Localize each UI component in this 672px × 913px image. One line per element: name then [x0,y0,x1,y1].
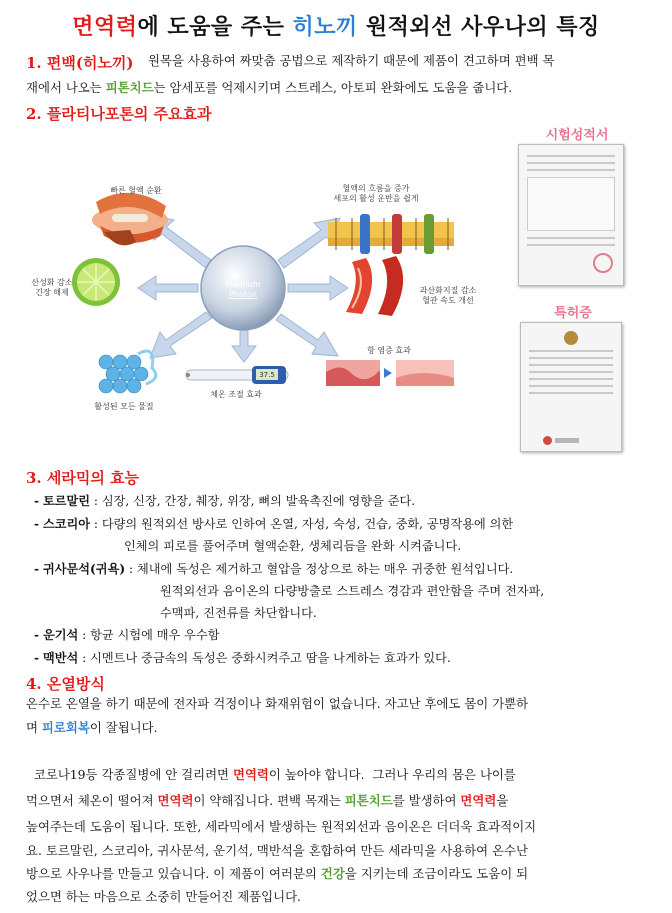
effect-ungiseok [34,624,219,646]
closing-text: 먹으면서 체온이 떨어져 [26,793,158,808]
effect-scoria-line2: 인체의 피로를 풀어주며 혈액순환, 생체리듬을 완화 시켜줍니다. [124,539,462,553]
closing-text: 을 [496,793,509,808]
section-2-heading: 2. 플라티나포톤의 주요효과 [26,105,212,123]
recovery-highlight: 피로회복 [41,720,90,735]
effect-desc: 체내에 독성은 제거하고 혈압을 정상으로 하는 매우 귀중한 원석입니다. [133,562,514,576]
arrow-left [138,276,198,300]
title-hinoki: 히노끼 [292,14,358,40]
label-acidity-1: 산성화 감소 [31,278,73,287]
thermometer-reading: 37.5 [259,371,275,379]
effect-serpentine-line3: 수맥파, 진전류를 차단합니다. [160,606,317,620]
section-4-text: 며 [26,720,42,735]
section-4-line1: 온수로 온열을 하기 때문에 전자파 걱정이나 화재위험이 없습니다. 자고난 후에도 몸이 가뿐하 [26,696,529,711]
effect-sep: : [78,628,87,642]
effect-name: 귀사문석(귀욕) [42,562,126,576]
label-blood-flow-2: 세포의 활성 운반을 쉽게 [333,194,419,203]
effect-sep: : [125,562,134,576]
section-1-text-line1: 원목을 사용하여 짜맞춤 공법으로 제작하기 때문에 제품이 견고하며 편백 목 [148,53,555,68]
page-title [0,10,672,41]
closing-line4: 요. 토르말린, 스코리아, 귀사문석, 운기석, 맥반석을 혼합하여 만든 세라믹을 사용하여 온수난 [26,843,528,858]
section-3-heading: 3. 세라믹의 효능 [26,469,140,487]
title-text-end: 원적외선 사우나의 특징 [357,14,600,40]
blood-vessel-image [346,256,403,316]
effect-dash: - [34,562,40,576]
label-lipid-2: 혈관 속도 개선 [422,296,474,305]
effect-dash: - [34,628,40,642]
effect-desc: 다량의 원적외선 방사로 인하여 온열, 자성, 숙성, 건습, 중화, 공명작용에 의한 [98,517,514,531]
diagram-center-label [221,280,265,300]
title-text: 에 도움을 주는 [137,14,293,40]
platinum-photon-diagram [26,122,506,452]
section-1-text: 재에서 나오는 [26,80,106,95]
closing-text: 을 지키는데 조금이라도 도움이 되 [344,866,529,881]
immunity-highlight: 면역력 [157,793,194,808]
phytoncide-highlight: 피톤치드 [105,80,154,95]
section-1-heading: 1. 편백(히노끼) [26,54,134,72]
effect-dash: - [34,517,40,531]
arrow-right [288,276,348,300]
test-certificate-image [518,144,624,286]
label-temperature: 체온 조절 효과 [210,390,262,399]
label-blood-flow [316,184,436,204]
patent-certificate-image [520,322,622,452]
effect-serpentine [34,558,513,580]
section-1-text-end: 는 암세포를 억제시키며 스트레스, 아토피 완화에도 도움을 줍니다. [153,80,513,95]
circulation-image [92,193,168,245]
effect-name: 맥반석 [42,651,79,665]
test-certificate-title: 시험성적서 [545,128,609,143]
effect-name: 토르말린 [42,494,91,508]
closing-text: 이 약해집니다. 편백 목재는 [193,793,345,808]
center-label-line1: Platinum [225,280,261,289]
arrow-bottom-right [276,314,338,356]
label-circulation: 빠른 혈액 순환 [110,186,162,195]
effect-sep: : [90,517,99,531]
effect-name: 운기석 [42,628,79,642]
effect-tourmaline [34,490,415,512]
section-1-text-line2 [26,76,646,100]
label-acidity-2: 긴장 해제 [35,288,69,297]
label-lipid-1: 과산화지질 감소 [419,286,477,295]
label-acidity [26,278,78,298]
lime-image [72,258,120,306]
closing-text: 를 발생하여 [392,793,461,808]
closing-text: 코로나19등 각종질병에 안 걸리려면 [26,767,233,782]
title-immunity: 면역력 [72,14,138,40]
section-4-text-end: 이 잘됩니다. [89,720,158,735]
anti-inflammation-image [326,360,454,386]
section-4-line2 [26,716,646,740]
effect-dash: - [34,494,40,508]
water-molecules-image [99,351,156,393]
center-label-line2: Photon [229,290,257,299]
effect-serpentine-line2: 원적외선과 음이온의 다량방출로 스트레스 경감과 편안함을 주며 전자파, [160,584,545,598]
arrow-bottom-left [150,312,212,358]
closing-line6: 었으면 하는 마음으로 소중히 만들어진 제품입니다. [26,889,301,904]
effect-desc: 시멘트나 중금속의 독성은 중화시켜주고 땀을 나게하는 효과가 있다. [86,651,451,665]
effect-sep: : [78,651,87,665]
effect-name: 스코리아 [42,517,91,531]
effect-elvan [34,647,451,669]
cell-membrane-image [328,214,454,254]
label-activated: 활성된 모든 물질 [94,402,154,411]
patent-title: 특허증 [554,306,592,321]
label-blood-flow-1: 혈액의 흐름을 증가 [342,184,410,193]
immunity-highlight: 면역력 [460,793,497,808]
effect-dash: - [34,651,40,665]
effect-sep: : [90,494,99,508]
closing-line3: 높여주는데 도움이 됩니다. 또한, 세라믹에서 발생하는 원적외선과 음이온은 더더욱 효과적이지 [26,819,537,834]
label-lipid [408,286,488,306]
health-highlight: 건강 [320,866,345,881]
closing-line1 [26,763,646,787]
effect-desc: 심장, 신장, 간장, 췌장, 위장, 뼈의 발육촉진에 영향을 준다. [98,494,416,508]
label-anti-inflammation: 항 염증 효과 [367,346,411,355]
effect-scoria [34,513,513,535]
closing-text: 방으로 사우나를 만들고 있습니다. 이 제품이 여러분의 [26,866,321,881]
section-4-heading: 4. 온열방식 [26,675,105,693]
closing-line2 [26,789,646,813]
immunity-highlight: 면역력 [232,767,269,782]
phytoncide-highlight: 피톤치드 [344,793,393,808]
closing-line5 [26,862,646,886]
effect-desc: 항균 시험에 매우 우수함 [86,628,220,642]
closing-text: 이 높아야 합니다. 그러나 우리의 몸은 나이를 [268,767,516,782]
